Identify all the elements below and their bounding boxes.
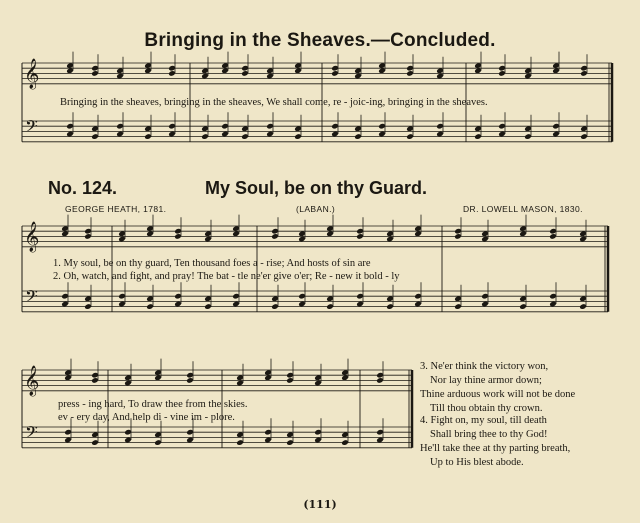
verse2-line2: ev - ery day, And help di - vine im - plore. (58, 412, 235, 423)
verse2-line1: 2. Oh, watch, and fight, and pray! The bat - tle ne'er give o'er; Re - new it bold - ly (53, 271, 400, 282)
hymn-title: My Soul, be on thy Guard. (205, 178, 428, 198)
verse3-line: Nor lay thine armor down; (430, 375, 542, 386)
verse3-line: Thine arduous work will not be done (420, 389, 576, 400)
verse4-line: He'll take thee at thy parting breath, (420, 443, 571, 454)
tune-name: (LABAN.) (296, 204, 336, 214)
verse4-line: Shall bring thee to thy God! (430, 429, 548, 440)
composer-credit: DR. LOWELL MASON, 1830. (463, 204, 583, 214)
page-number: (111) (303, 498, 337, 511)
concluded-title: Bringing in the Sheaves.—Concluded. (144, 30, 496, 51)
verse4-line: 4. Fight on, my soul, till death (420, 415, 547, 426)
verse1-line1: 1. My soul, be on thy guard, Ten thousand foes a - rise; And hosts of sin are (53, 258, 371, 269)
lyricist-credit: GEORGE HEATH, 1781. (65, 204, 167, 214)
bass-clef: 𝄢 (25, 422, 38, 446)
treble-clef: 𝄞 (24, 59, 40, 89)
verse3-line: 3. Ne'er think the victory won, (420, 361, 549, 372)
hymn-number: No. 124. (48, 178, 118, 198)
sheaves-lyric-line: Bringing in the sheaves, bringing in the sheaves, We shall come, re - joic-ing, bringing in the sheaves. (60, 97, 488, 108)
bass-clef: 𝄢 (25, 116, 38, 140)
verse4-line: Up to His blest abode. (430, 457, 524, 468)
verse3-line: Till thou obtain thy crown. (430, 403, 543, 414)
treble-clef: 𝄞 (24, 366, 40, 396)
verse-4 (420, 414, 570, 470)
verse-3 (420, 360, 575, 416)
bass-clef: 𝄢 (25, 286, 38, 310)
verse1-line2: press - ing hard, To draw thee from the skies. (58, 399, 248, 410)
treble-clef: 𝄞 (24, 222, 40, 252)
